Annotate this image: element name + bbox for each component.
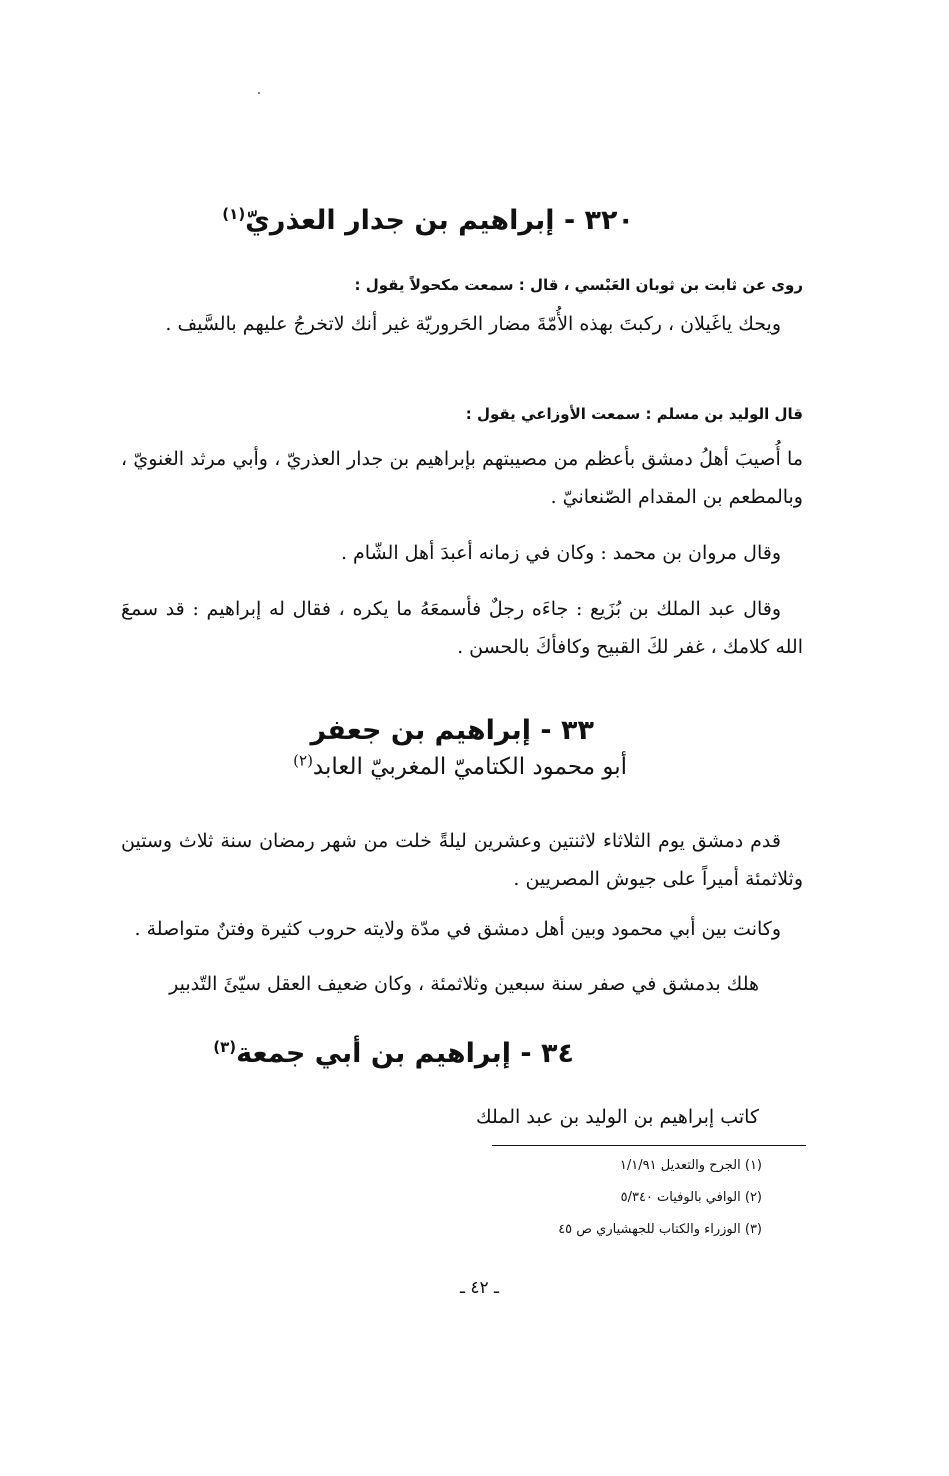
- entry-33-paragraph-3: هلك بدمشق في صفر سنة سبعين وثلاثمئة ، وكان ضعيف العقل سيّئَ التّدبير: [169, 973, 759, 995]
- entry-320-paragraph-3: وقال مروان بن محمد : وكان في زمانه أعبدَ أهل الشّام .: [340, 542, 781, 564]
- scan-speck: [258, 92, 260, 94]
- entry-320-intro-1: روى عن ثابت بن ثوبان العَبْسي ، قال : سمعت مكحولاً يقول :: [354, 276, 803, 294]
- entry-320-intro-2: قال الوليد بن مسلم : سمعت الأوزاعي يقول :: [465, 405, 803, 423]
- footnote-3: (٣) الوزراء والكتاب للجهشياري ص ٤٥: [558, 1222, 762, 1237]
- footnote-ref-2: (٢): [293, 751, 313, 770]
- entry-320-paragraph-4: وقال عبد الملك بن بُزَيع : جاءَه رجلٌ فأسمعَهُ ما يكره ، فقال له إبراهيم : قد سمعَ الله كلامك ، غفر لكَ القبيح وكافأكَ بالحسن .: [121, 598, 803, 658]
- footnote-ref-3: (٣): [213, 1038, 237, 1056]
- entry-33-heading: ٣٣ - إبراهيم بن جعفر: [310, 715, 594, 746]
- entry-320-paragraph-2: ما أُصيبَ أهلُ دمشق بأعظم من مصيبتهم بإبراهيم بن جدار العذريّ ، وأبي مرثد الغنويّ ، وبالمطعم بن المقدام الصّنعانيّ .: [121, 448, 803, 508]
- footnote-2: (٢) الوافي بالوفيات ٥/٣٤٠: [620, 1190, 762, 1205]
- footnote-ref-1: (١): [222, 205, 246, 223]
- page-number: ـ ٤٢ ـ: [459, 1278, 499, 1298]
- entry-34-paragraph-1: كاتب إبراهيم بن الوليد بن عبد الملك: [475, 1106, 759, 1128]
- footnote-1: (١) الجرح والتعديل ١/١/٩١: [619, 1158, 762, 1173]
- footnote-divider: [492, 1145, 806, 1146]
- entry-34-heading: ٣٤ - إبراهيم بن أبي جمعة$^{(٣)}$: [213, 1038, 574, 1069]
- entry-33-paragraph-2: وكانت بين أبي محمود وبين أهل دمشق في مدّة ولايته حروب كثيرة وفتنٌ متواصلة .: [134, 918, 781, 940]
- entry-33-paragraph-1: قدم دمشق يوم الثلاثاء لاثنتين وعشرين ليلةً خلت من شهر رمضان سنة ثلاث وستين وثلاثمئة أميراً على جيوش المصريين .: [121, 830, 803, 890]
- entry-320-heading: ٣٢٠ - إبراهيم بن جدار العذريّ$^{(١)}$: [222, 205, 634, 236]
- entry-33-subheading: أبو محمود الكتاميّ المغربيّ العابد$^{(٢)}$: [293, 751, 627, 780]
- entry-320-paragraph-1: ويحك ياغَيلان ، ركبتَ بهذه الأُمّةَ مضار الحَروريّة غير أنك لاتخرجُ عليهم بالسَّيف .: [165, 313, 781, 335]
